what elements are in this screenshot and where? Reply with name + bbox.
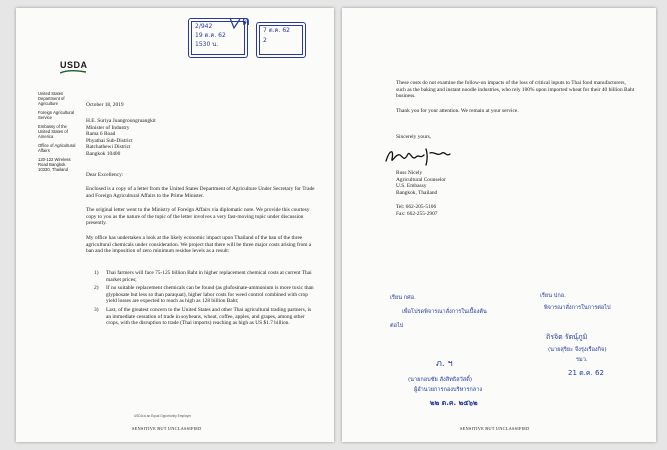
annotation-left-line-3: ต่อไป xyxy=(390,323,404,329)
signature-icon xyxy=(382,145,462,167)
address-line: Phyathai Sub-District xyxy=(86,137,133,144)
stamp-right-line-1: 7 ต.ค. 62 xyxy=(263,27,290,34)
annotation-left-name: (นายกอบชัย สังสิทธิสวัสดิ์) xyxy=(408,377,473,383)
annotation-left-title: ผู้อำนวยการกองบริหารกลาง xyxy=(414,387,483,393)
list-text: Last, of the greatest concern to the United States and other Thai agricultural trading partners, is an immediate cessation of trade in soybeans, wheat, coffee, apples, and grapes, among other crops, with the disruption to trade (Thai imports) reaching as high as US $1.7 billion. xyxy=(106,306,312,327)
annotation-left-date: ๒๒ ต.ค. ๒๕๖๒ xyxy=(430,399,478,407)
pen-mark: ด xyxy=(242,14,250,28)
signer-location: Bangkok, Thailand xyxy=(396,189,438,196)
address-line: Bangkok 10400 xyxy=(86,150,121,157)
annotation-right-line-1: เรียน ปกอ. xyxy=(540,293,566,299)
stamp-right-line-2: 2 xyxy=(263,37,267,44)
paragraph-3: My office has undertaken a look at the likely economic impact upon Thailand of the ban of the three agricultural chemicals under consideration. We project that there will be three major costs arising from a ban and the imposition of zero minimum residue levels as a result: xyxy=(86,235,312,255)
address-line: Rama 6 Road xyxy=(86,131,116,138)
paragraph-2: The original letter went to the Ministry of Foreign Affairs via diplomatic note. We provide this courtesy copy to you as the nature of the topic of the letter involves a very fast-moving topic under discussion presently. xyxy=(86,207,310,227)
annotation-right-sign: ถิรจิต รัตนุ์ภูมิ xyxy=(546,333,588,341)
annotation-left-line-1: เรียน กศอ. xyxy=(390,295,416,301)
signer-org: U.S. Embassy xyxy=(396,183,427,190)
classification-footer: SENSITIVE BUT UNCLASSIFIED xyxy=(132,426,202,431)
annotation-right-title: รมว. xyxy=(576,357,588,363)
list-number: 3) xyxy=(94,306,99,313)
sidebar-line: Embassy of the United States of America xyxy=(38,124,68,139)
recycle-note: USDA is an Equal Opportunity Employer xyxy=(134,414,192,418)
stamp-left-line-1: 2/942 xyxy=(195,23,213,30)
letter-page-1 xyxy=(16,8,334,442)
list-text: If no suitable replacement chemicals can be found (as glufosinate-ammonium is more toxic than glyphosate but less so than paraquat), higher labor costs for weed control combined with crop yield losses are expected to reach as high as 128 billion Baht; xyxy=(106,285,314,305)
salutation: Dear Excellency: xyxy=(86,172,124,178)
signer-title: Agricultural Counselor xyxy=(396,176,446,183)
telephone: Tel: 662-205-5106 xyxy=(396,204,437,210)
receipt-stamp-right xyxy=(256,22,306,58)
annotation-right-line-2: พิจารณาสั่งการในการต่อไป xyxy=(544,305,611,311)
paragraph-1: Enclosed is a copy of a letter from the United States Department of Agriculture Under Secretary for Trade and Foreign Agricultural Affairs to the Prime Minister. xyxy=(86,186,315,199)
list-item xyxy=(94,285,316,305)
address-line: H.E. Suriya Juangroongruangkit xyxy=(86,118,156,124)
stamp-left-line-2: 19 ต.ค. 62 xyxy=(195,32,226,39)
fax: Fax: 662-255-2907 xyxy=(396,211,438,217)
paragraph-5: Thank you for your attention. We remain at your service. xyxy=(396,108,519,114)
sidebar-line: United States Department of Agriculture xyxy=(38,91,65,106)
address-line: Minister of Industry xyxy=(86,124,130,131)
impact-list xyxy=(94,270,316,329)
sidebar-line: Foreign Agricultural Service xyxy=(38,110,75,120)
list-number: 2) xyxy=(94,285,99,292)
list-item xyxy=(94,307,316,327)
list-item xyxy=(94,270,316,283)
annotation-left-sign: ภ. ฯ xyxy=(436,359,453,369)
letter-date: October 18, 2019 xyxy=(86,102,124,108)
sidebar-line: 120-122 Wireless Road Bangkok 10330, Thailand xyxy=(38,157,71,172)
handwritten-signature xyxy=(382,145,462,167)
annotation-right-name: (นายสุริยะ จึงรุ่งเรืองกิจ) xyxy=(548,347,607,353)
pen-stroke-icon xyxy=(228,16,242,30)
paragraph-4: These costs do not examine the follow-on impacts of the loss of critical inputs to Thai food manufacturers, such as the baking and instant noodle industries, who rely 100% upon imported wheat for their 40 billion Baht business. xyxy=(396,80,635,100)
stamp-left-line-3: 1530 น. xyxy=(195,41,219,48)
address-line: Ratchathewi District xyxy=(86,144,131,151)
letter-page-2 xyxy=(342,8,656,442)
signer-name: Russ Nicely xyxy=(396,170,423,176)
list-text: Thai farmers will face 75-125 billion Baht in higher replacement chemical costs at current Thai market prices; xyxy=(106,270,312,283)
usda-logo: USDA xyxy=(60,60,88,70)
usda-logo-swoosh-icon xyxy=(60,70,86,74)
annotation-left-line-2: เพื่อโปรดพิจารณาสั่งการในเบื้องต้น xyxy=(402,309,487,315)
list-number: 1) xyxy=(94,270,99,276)
closing: Sincerely yours, xyxy=(396,134,432,140)
annotation-right-date: 21 ต.ค. 62 xyxy=(568,369,604,377)
signer-block xyxy=(396,170,446,196)
recipient-address xyxy=(86,118,156,158)
sidebar-agency-info xyxy=(38,91,76,176)
classification-footer: SENSITIVE BUT UNCLASSIFIED xyxy=(460,426,530,431)
sidebar-line: Office of Agricultural Affairs xyxy=(38,143,76,153)
